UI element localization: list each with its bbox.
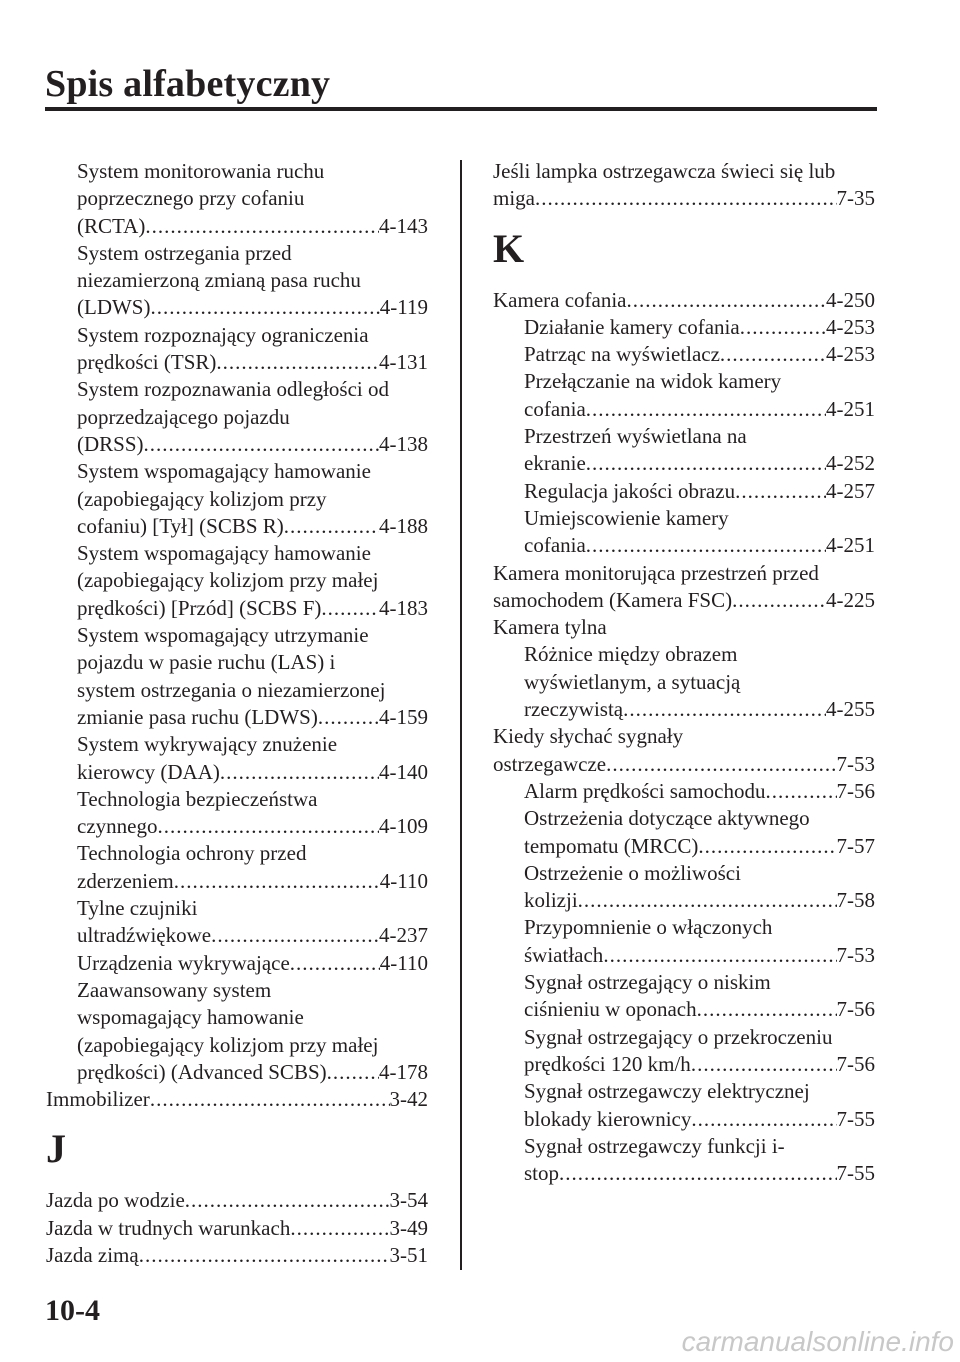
index-subentry[interactable] (524, 805, 875, 860)
entry-text-line: System wykrywający znużenie (77, 732, 338, 757)
index-subentry[interactable] (524, 914, 875, 969)
entry-leader-line (77, 349, 428, 376)
dot-leader (586, 532, 826, 559)
dot-leader (740, 314, 826, 341)
entry-page-ref[interactable]: 4-251 (826, 396, 875, 421)
entry-page-ref[interactable]: 7-55 (836, 1106, 875, 1131)
entry-text-line: (zapobiegający kolizjom przy małej (77, 1032, 379, 1057)
entry-leader-line (77, 213, 428, 240)
dot-leader (559, 1160, 836, 1187)
index-subentry[interactable] (77, 786, 428, 841)
index-entry[interactable] (493, 723, 875, 778)
entry-leader-line (493, 587, 875, 614)
entry-leader-line (493, 751, 875, 778)
entry-text-line: Zaawansowany system (77, 977, 272, 1002)
entry-leader-line (524, 532, 875, 559)
dot-leader (150, 294, 379, 321)
dot-leader (216, 349, 379, 376)
index-subentry[interactable] (524, 778, 875, 805)
entry-leader-line (77, 1059, 428, 1086)
entry-leader-line (46, 1215, 428, 1242)
entry-leader-line (524, 341, 875, 368)
index-subentry[interactable] (524, 505, 875, 560)
entry-page-ref[interactable]: 3-42 (389, 1087, 428, 1112)
entry-label: Immobilizer (46, 1087, 150, 1112)
entry-label: ekranie (524, 451, 586, 476)
entry-page-ref[interactable]: 4-237 (379, 923, 428, 948)
dot-leader (603, 942, 836, 969)
entry-page-ref[interactable]: 7-56 (836, 778, 875, 803)
dot-leader (284, 513, 379, 540)
entry-page-ref[interactable]: 4-188 (379, 513, 428, 538)
index-column-right (493, 158, 875, 1187)
dot-leader (318, 704, 379, 731)
entry-leader-line (77, 922, 428, 949)
entry-leader-line (77, 950, 428, 977)
dot-leader (150, 1086, 390, 1113)
entry-page-ref[interactable]: 4-253 (826, 314, 875, 339)
entry-text-line: Ostrzeżenia dotyczące aktywnego (524, 806, 810, 831)
entry-label: kierowcy (DAA) (77, 759, 220, 784)
index-entry[interactable] (493, 614, 875, 641)
entry-leader-line (524, 996, 875, 1023)
entry-leader-line (46, 1242, 428, 1269)
index-subentry[interactable] (77, 950, 428, 977)
index-column-left (46, 158, 428, 1269)
entry-leader-line (524, 778, 875, 805)
page-title: Spis alfabetyczny (45, 63, 331, 105)
dot-leader (586, 396, 826, 423)
entry-text-line: Umiejscowienie kamery (524, 505, 729, 530)
dot-leader (765, 778, 836, 805)
entry-page-ref[interactable]: 7-53 (836, 942, 875, 967)
index-subentry[interactable] (77, 731, 428, 786)
entry-text-line: poprzedzającego pojazdu (77, 404, 290, 429)
entry-label: (LDWS) (77, 295, 151, 320)
index-subentry[interactable] (77, 977, 428, 1086)
entry-leader-line (77, 513, 428, 540)
entry-label: kolizji (524, 888, 578, 913)
entry-leader-line (77, 759, 428, 786)
index-entry[interactable] (46, 1086, 428, 1113)
entry-text-line: System wspomagający utrzymanie (77, 623, 369, 648)
entry-page-ref[interactable]: 7-58 (836, 888, 875, 913)
entry-label: stop (524, 1161, 560, 1186)
entry-label: ultradźwiękowe (77, 923, 212, 948)
entry-text-line: Jeśli lampka ostrzegawcza świeci się lub (493, 159, 836, 183)
index-entry[interactable] (46, 1242, 428, 1269)
dot-leader (623, 696, 826, 723)
dot-leader (535, 185, 837, 212)
entry-label: cofania (524, 533, 586, 558)
entry-label: (DRSS) (77, 431, 144, 456)
dot-leader (290, 950, 380, 977)
entry-label: światłach (524, 942, 604, 967)
entry-page-ref[interactable]: 7-56 (836, 1051, 875, 1076)
entry-text-line: Tylne czujniki (77, 896, 198, 921)
entry-page-ref[interactable]: 4-131 (379, 350, 428, 375)
index-subentry[interactable] (77, 622, 428, 731)
entry-label: prędkości) [Przód] (SCBS F) (77, 595, 322, 620)
index-subentry[interactable] (77, 458, 428, 540)
header-rule (45, 107, 877, 111)
index-subentry[interactable] (524, 314, 875, 341)
entry-page-ref[interactable]: 3-54 (389, 1188, 428, 1213)
dot-leader (211, 922, 379, 949)
entry-label: ciśnieniu w oponach (524, 997, 697, 1022)
entry-text-line: Technologia ochrony przed (77, 841, 307, 866)
entry-page-ref[interactable]: 7-56 (836, 997, 875, 1022)
index-subentry[interactable] (77, 158, 428, 240)
entry-text-line: Przełączanie na widok kamery (524, 369, 782, 394)
index-subentry[interactable] (524, 1133, 875, 1188)
index-entry[interactable] (493, 158, 875, 213)
entry-page-ref[interactable]: 4-159 (379, 704, 428, 729)
entry-label: samochodem (Kamera FSC) (493, 587, 733, 612)
entry-page-ref[interactable]: 7-57 (836, 833, 875, 858)
entry-label: prędkości (TSR) (77, 350, 217, 375)
entry-text-line: Różnice między obrazem (524, 642, 738, 667)
entry-label: Jazda po wodzie (46, 1188, 185, 1213)
entry-page-ref[interactable]: 7-35 (836, 186, 875, 211)
entry-text-line: System ostrzegania przed (77, 240, 292, 265)
entry-page-ref[interactable]: 4-252 (826, 451, 875, 476)
entry-page-ref[interactable]: 4-178 (379, 1059, 428, 1084)
entry-leader-line (524, 696, 875, 723)
dot-leader (157, 813, 379, 840)
entry-label: Kamera cofania (493, 287, 627, 312)
section-letter: J (46, 1126, 66, 1172)
dot-leader (586, 450, 826, 477)
entry-page-ref[interactable]: 4-255 (826, 697, 875, 722)
entry-page-ref[interactable]: 4-250 (826, 287, 875, 312)
entry-text-line: System wspomagający hamowanie (77, 459, 371, 484)
dot-leader (174, 868, 380, 895)
entry-leader-line (493, 185, 875, 212)
entry-label: Jazda w trudnych warunkach (46, 1215, 291, 1240)
entry-label: cofaniu) [Tył] (SCBS R) (77, 513, 284, 538)
entry-leader-line (524, 314, 875, 341)
entry-leader-line (77, 431, 428, 458)
entry-label: Regulacja jakości obrazu (524, 478, 736, 503)
dot-leader (720, 341, 826, 368)
entry-text-line: (zapobiegający kolizjom przy (77, 486, 327, 511)
entry-leader-line (77, 813, 428, 840)
entry-leader-line (493, 287, 875, 314)
entry-page-ref[interactable]: 4-225 (826, 587, 875, 612)
entry-leader-line (524, 887, 875, 914)
entry-page-ref[interactable]: 4-109 (379, 814, 428, 839)
entry-label: czynnego (77, 814, 158, 839)
dot-leader (185, 1187, 390, 1214)
entry-text-line: niezamierzoną zmianą pasa ruchu (77, 268, 361, 293)
entry-text-line: pojazdu w pasie ruchu (LAS) i (77, 650, 336, 675)
index-subentry[interactable] (524, 478, 875, 505)
dot-leader (606, 751, 836, 778)
entry-label: (RCTA) (77, 213, 146, 238)
column-divider (460, 160, 462, 1270)
dot-leader (691, 1051, 837, 1078)
index-subentry[interactable] (77, 540, 428, 622)
entry-leader-line (524, 1160, 875, 1187)
entry-page-ref[interactable]: 4-110 (379, 950, 428, 975)
entry-page-ref[interactable]: 4-140 (379, 759, 428, 784)
entry-label: Jazda zimą (46, 1242, 139, 1267)
entry-page-ref[interactable]: 4-143 (379, 213, 428, 238)
entry-label: cofania (524, 396, 586, 421)
section-letter: K (493, 225, 525, 271)
entry-label: Urządzenia wykrywające (77, 950, 290, 975)
index-subentry[interactable] (77, 240, 428, 322)
dot-leader (735, 478, 826, 505)
entry-text-line: Kamera monitorująca przestrzeń przed (493, 560, 819, 585)
entry-text-line: Kamera tylna (493, 615, 607, 640)
entry-text-line: System wspomagający hamowanie (77, 541, 371, 566)
entry-label: tempomatu (MRCC) (524, 833, 699, 858)
entry-label: prędkości 120 km/h (524, 1051, 691, 1076)
dot-leader (691, 1106, 836, 1133)
entry-label: zmianie pasa ruchu (LDWS) (77, 704, 318, 729)
entry-label: prędkości) (Advanced SCBS) (77, 1059, 327, 1084)
entry-page-ref[interactable]: 4-110 (379, 868, 428, 893)
index-entry[interactable] (493, 560, 875, 615)
entry-page-ref[interactable]: 4-183 (379, 595, 428, 620)
entry-page-ref[interactable]: 4-257 (826, 478, 875, 503)
dot-leader (578, 887, 837, 914)
entry-text-line: System rozpoznawania odległości od (77, 377, 390, 402)
entry-label: zderzeniem (77, 868, 174, 893)
index-subentry[interactable] (77, 322, 428, 377)
entry-text-line: (zapobiegający kolizjom przy małej (77, 568, 379, 593)
entry-text-line: System monitorowania ruchu (77, 159, 325, 183)
entry-page-ref[interactable]: 4-119 (379, 295, 428, 320)
entry-label: Alarm prędkości samochodu (524, 778, 766, 803)
entry-text-line: Przypomnienie o włączonych (524, 915, 773, 940)
index-subentry[interactable] (524, 423, 875, 478)
dot-leader (290, 1215, 389, 1242)
entry-text-line: Przestrzeń wyświetlana na (524, 424, 747, 449)
index-subentry[interactable] (77, 376, 428, 458)
entry-leader-line (524, 396, 875, 423)
entry-leader-line (524, 942, 875, 969)
entry-text-line: wyświetlanym, a sytuacją (524, 669, 741, 694)
dot-leader (697, 996, 837, 1023)
entry-page-ref[interactable]: 4-251 (826, 533, 875, 558)
index-subentry[interactable] (524, 641, 875, 723)
dot-leader (139, 1242, 390, 1269)
entry-leader-line (524, 1051, 875, 1078)
entry-text-line: Kiedy słychać sygnały (493, 724, 684, 749)
entry-page-ref[interactable]: 3-49 (389, 1215, 428, 1240)
entry-text-line: Sygnał ostrzegający o przekroczeniu (524, 1024, 833, 1049)
index-subentry[interactable] (524, 368, 875, 423)
dot-leader (220, 759, 379, 786)
entry-page-ref[interactable]: 7-55 (836, 1161, 875, 1186)
index-entry[interactable] (46, 1215, 428, 1242)
entry-leader-line (524, 833, 875, 860)
index-subentry[interactable] (524, 969, 875, 1024)
entry-text-line: Sygnał ostrzegający o niskim (524, 970, 771, 995)
entry-text-line: Ostrzeżenie o możliwości (524, 860, 741, 885)
entry-text-line: system ostrzegania o niezamierzonej (77, 677, 386, 702)
entry-label: Patrząc na wyświetlacz (524, 342, 720, 367)
entry-page-ref[interactable]: 4-138 (379, 431, 428, 456)
entry-text-line: poprzecznego przy cofaniu (77, 186, 305, 211)
entry-label: Działanie kamery cofania (524, 314, 740, 339)
entry-text-line: Technologia bezpieczeństwa (77, 786, 318, 811)
dot-leader (698, 833, 836, 860)
entry-label: blokady kierownicy (524, 1106, 692, 1131)
entry-leader-line (524, 450, 875, 477)
entry-text-line: Sygnał ostrzegawczy funkcji i- (524, 1133, 785, 1158)
index-entry[interactable] (46, 1187, 428, 1214)
dot-leader (321, 595, 379, 622)
dot-leader (732, 587, 826, 614)
index-subentry[interactable] (524, 1078, 875, 1133)
entry-label: miga (493, 186, 535, 211)
entry-text-line: Sygnał ostrzegawczy elektrycznej (524, 1079, 810, 1104)
dot-leader (327, 1059, 379, 1086)
entry-text-line: System rozpoznający ograniczenia (77, 322, 369, 347)
entry-leader-line (77, 868, 428, 895)
entry-leader-line (524, 1106, 875, 1133)
index-subentry[interactable] (524, 860, 875, 915)
index-entry[interactable] (493, 287, 875, 314)
dot-leader (144, 431, 379, 458)
entry-page-ref[interactable]: 3-51 (389, 1242, 428, 1267)
entry-text-line: wspomagający hamowanie (77, 1005, 304, 1030)
index-subentry[interactable] (524, 1024, 875, 1079)
entry-leader-line (46, 1086, 428, 1113)
entry-leader-line (77, 294, 428, 321)
index-subentry[interactable] (524, 341, 875, 368)
entry-label: ostrzegawcze (493, 751, 607, 776)
watermark: carmanualsonline.info (681, 1326, 954, 1357)
dot-leader (627, 287, 827, 314)
entry-leader-line (77, 595, 428, 622)
entry-leader-line (524, 478, 875, 505)
index-subentry[interactable] (77, 840, 428, 895)
entry-leader-line (77, 704, 428, 731)
dot-leader (145, 213, 379, 240)
page-number: 10-4 (45, 1294, 100, 1327)
entry-label: rzeczywistą (524, 697, 624, 722)
index-subentry[interactable] (77, 895, 428, 950)
entry-page-ref[interactable]: 7-53 (836, 751, 875, 776)
entry-page-ref[interactable]: 4-253 (826, 342, 875, 367)
entry-leader-line (46, 1187, 428, 1214)
